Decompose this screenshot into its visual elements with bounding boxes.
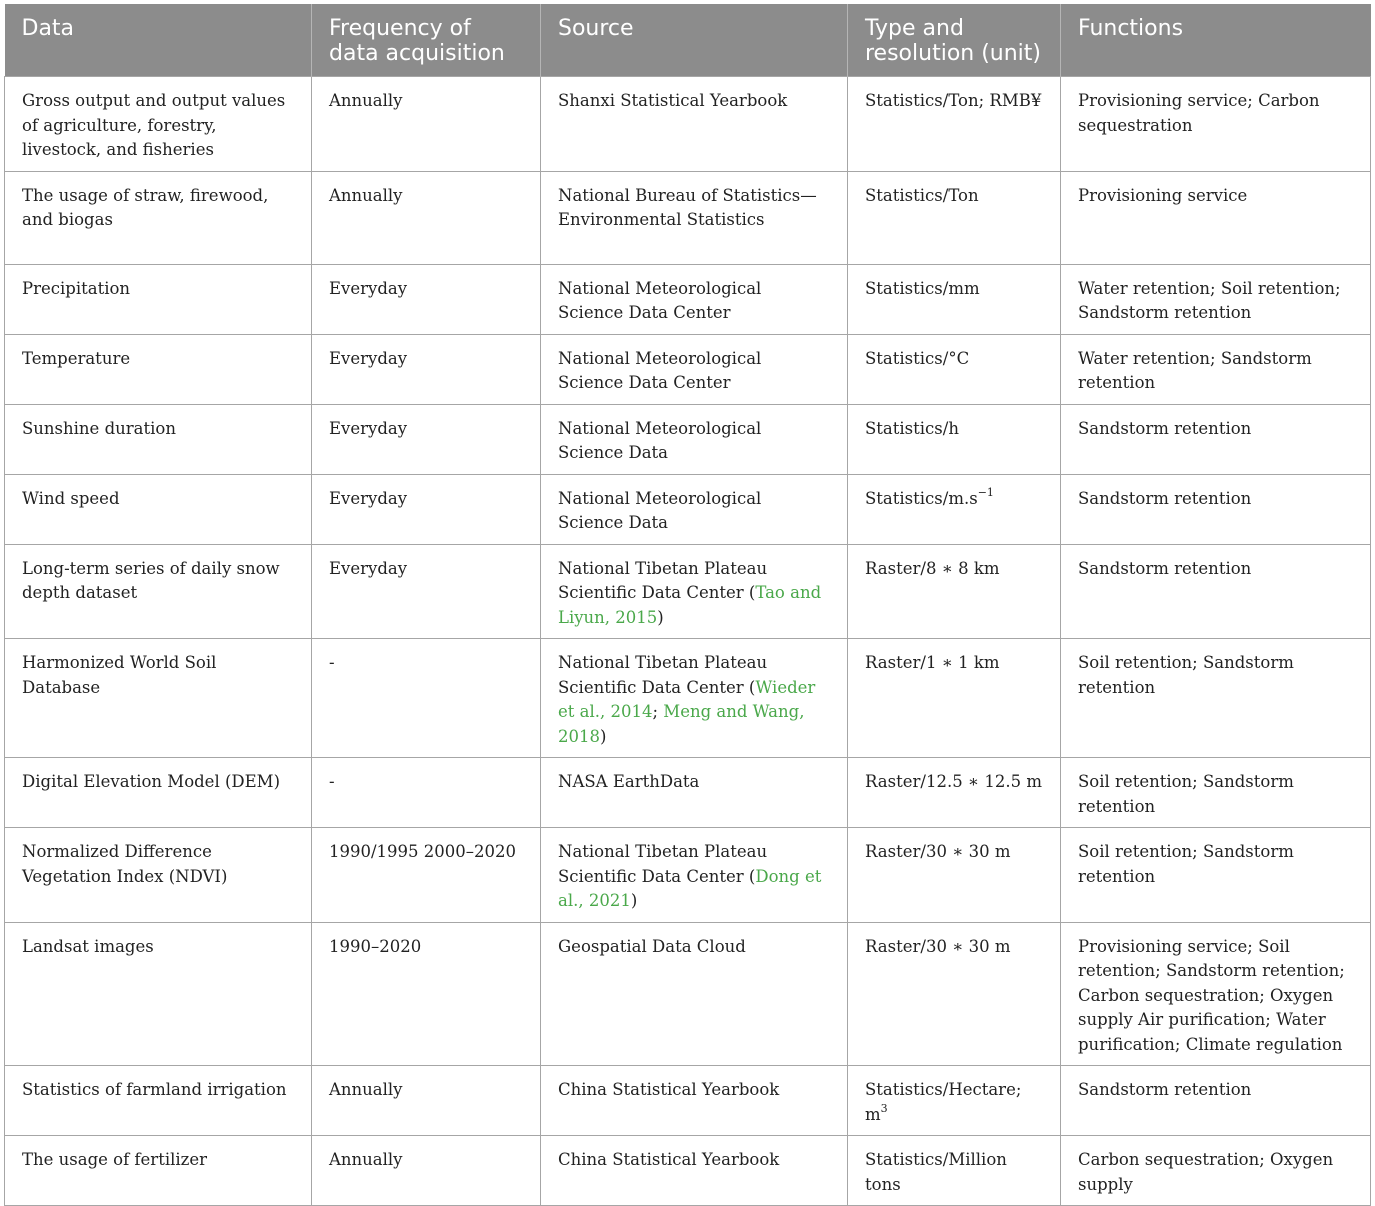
cell-frequency: Annually	[312, 1136, 541, 1206]
cell-data: Long-term series of daily snow depth dataset	[5, 544, 312, 639]
type-text: Statistics/Hectare; m	[865, 1080, 1022, 1124]
cell-frequency: Annually	[312, 77, 541, 172]
cell-data: Digital Elevation Model (DEM)	[5, 758, 312, 828]
source-separator: ;	[652, 702, 664, 721]
source-text: National Tibetan Plateau Scientific Data Center (	[558, 558, 768, 602]
cell-data: Wind speed	[5, 474, 312, 544]
table-row	[5, 1066, 1371, 1136]
cell-functions: Provisioning service	[1061, 171, 1371, 264]
cell-functions: Provisioning service; Soil retention; Sandstorm retention; Carbon sequestration; Oxygen supply Air purification; Water purification; Climate regulation	[1061, 922, 1371, 1066]
source-text-end: )	[600, 726, 607, 746]
cell-functions: Sandstorm retention	[1061, 474, 1371, 544]
cell-type: Statistics/Ton	[848, 171, 1061, 264]
citation-link[interactable]: Meng and Wang, 2018	[558, 702, 805, 746]
table-row	[5, 77, 1371, 172]
source-text: National Tibetan Plateau Scientific Data Center (	[558, 653, 768, 697]
cell-type: Statistics/h	[848, 404, 1061, 474]
table-row	[5, 404, 1371, 474]
table-row	[5, 474, 1371, 544]
cell-frequency: Annually	[312, 1066, 541, 1136]
source-text: National Tibetan Plateau Scientific Data Center (	[558, 842, 768, 886]
header-functions: Functions	[1061, 4, 1371, 77]
cell-type: Raster/8 ∗ 8 km	[848, 544, 1061, 639]
cell-type: Statistics/Million tons	[848, 1136, 1061, 1206]
table-header-row	[5, 4, 1371, 77]
cell-functions: Carbon sequestration; Oxygen supply	[1061, 1136, 1371, 1206]
cell-functions: Sandstorm retention	[1061, 544, 1371, 639]
cell-data: Normalized Difference Vegetation Index (NDVI)	[5, 828, 312, 923]
header-source: Source	[541, 4, 848, 77]
header-frequency: Frequency of data acquisition	[312, 4, 541, 77]
cell-data: Gross output and output values of agriculture, forestry, livestock, and fisheries	[5, 77, 312, 172]
cell-functions: Water retention; Sandstorm retention	[1061, 334, 1371, 404]
cell-source: National Meteorological Science Data Center	[541, 264, 848, 334]
cell-type: Raster/30 ∗ 30 m	[848, 828, 1061, 923]
cell-frequency: Everyday	[312, 334, 541, 404]
cell-frequency: Everyday	[312, 474, 541, 544]
cell-data: Precipitation	[5, 264, 312, 334]
cell-frequency: -	[312, 639, 541, 758]
cell-source: Shanxi Statistical Yearbook	[541, 77, 848, 172]
table-row	[5, 922, 1371, 1066]
cell-source: Geospatial Data Cloud	[541, 922, 848, 1066]
cell-data: Statistics of farmland irrigation	[5, 1066, 312, 1136]
cell-functions: Sandstorm retention	[1061, 404, 1371, 474]
cell-source: National Meteorological Science Data	[541, 404, 848, 474]
cell-type	[848, 474, 1061, 544]
cell-functions: Water retention; Soil retention; Sandstorm retention	[1061, 264, 1371, 334]
cell-frequency: 1990–2020	[312, 922, 541, 1066]
header-type-resolution: Type and resolution (unit)	[848, 4, 1061, 77]
cell-type: Raster/12.5 ∗ 12.5 m	[848, 758, 1061, 828]
table-row	[5, 171, 1371, 264]
table-row	[5, 544, 1371, 639]
table-row	[5, 828, 1371, 923]
table-row	[5, 639, 1371, 758]
cell-source: China Statistical Yearbook	[541, 1136, 848, 1206]
cell-data: The usage of fertilizer	[5, 1136, 312, 1206]
header-data: Data	[5, 4, 312, 77]
cell-type: Raster/1 ∗ 1 km	[848, 639, 1061, 758]
table-row	[5, 1136, 1371, 1206]
table-row	[5, 758, 1371, 828]
citation-link[interactable]: Tao and Liyun, 2015	[558, 583, 822, 627]
cell-functions: Soil retention; Sandstorm retention	[1061, 758, 1371, 828]
cell-data: Landsat images	[5, 922, 312, 1066]
cell-functions: Soil retention; Sandstorm retention	[1061, 639, 1371, 758]
cell-frequency: -	[312, 758, 541, 828]
cell-type	[848, 1066, 1061, 1136]
source-text-end: )	[630, 891, 638, 910]
cell-data: Temperature	[5, 334, 312, 404]
cell-functions: Sandstorm retention	[1061, 1066, 1371, 1136]
cell-type: Raster/30 ∗ 30 m	[848, 922, 1061, 1066]
cell-source: China Statistical Yearbook	[541, 1066, 848, 1136]
cell-source: National Meteorological Science Data	[541, 474, 848, 544]
citation-link[interactable]: Wieder et al., 2014	[558, 677, 816, 721]
cell-source	[541, 544, 848, 639]
cell-frequency: Everyday	[312, 544, 541, 639]
cell-frequency: Everyday	[312, 404, 541, 474]
cell-frequency: 1990/1995 2000–2020	[312, 828, 541, 923]
cell-type: Statistics/mm	[848, 264, 1061, 334]
cell-source: NASA EarthData	[541, 758, 848, 828]
cell-frequency: Annually	[312, 171, 541, 264]
cell-source	[541, 828, 848, 923]
citation-link[interactable]: Dong et al., 2021	[558, 866, 822, 910]
cell-functions: Soil retention; Sandstorm retention	[1061, 828, 1371, 923]
table-row	[5, 334, 1371, 404]
source-text-end: )	[657, 607, 664, 627]
type-text: Statistics/m.s	[865, 488, 978, 508]
unit-superscript: −1	[977, 486, 994, 499]
unit-superscript: 3	[880, 1102, 888, 1115]
cell-source: National Meteorological Science Data Center	[541, 334, 848, 404]
cell-functions: Provisioning service; Carbon sequestration	[1061, 77, 1371, 172]
cell-type: Statistics/Ton; RMB¥	[848, 77, 1061, 172]
cell-data: Harmonized World Soil Database	[5, 639, 312, 758]
data-sources-table	[4, 4, 1371, 1206]
cell-data: Sunshine duration	[5, 404, 312, 474]
cell-type: Statistics/°C	[848, 334, 1061, 404]
cell-source	[541, 639, 848, 758]
cell-source: National Bureau of Statistics—Environmental Statistics	[541, 171, 848, 264]
cell-frequency: Everyday	[312, 264, 541, 334]
table-row	[5, 264, 1371, 334]
cell-data: The usage of straw, firewood, and biogas	[5, 171, 312, 264]
